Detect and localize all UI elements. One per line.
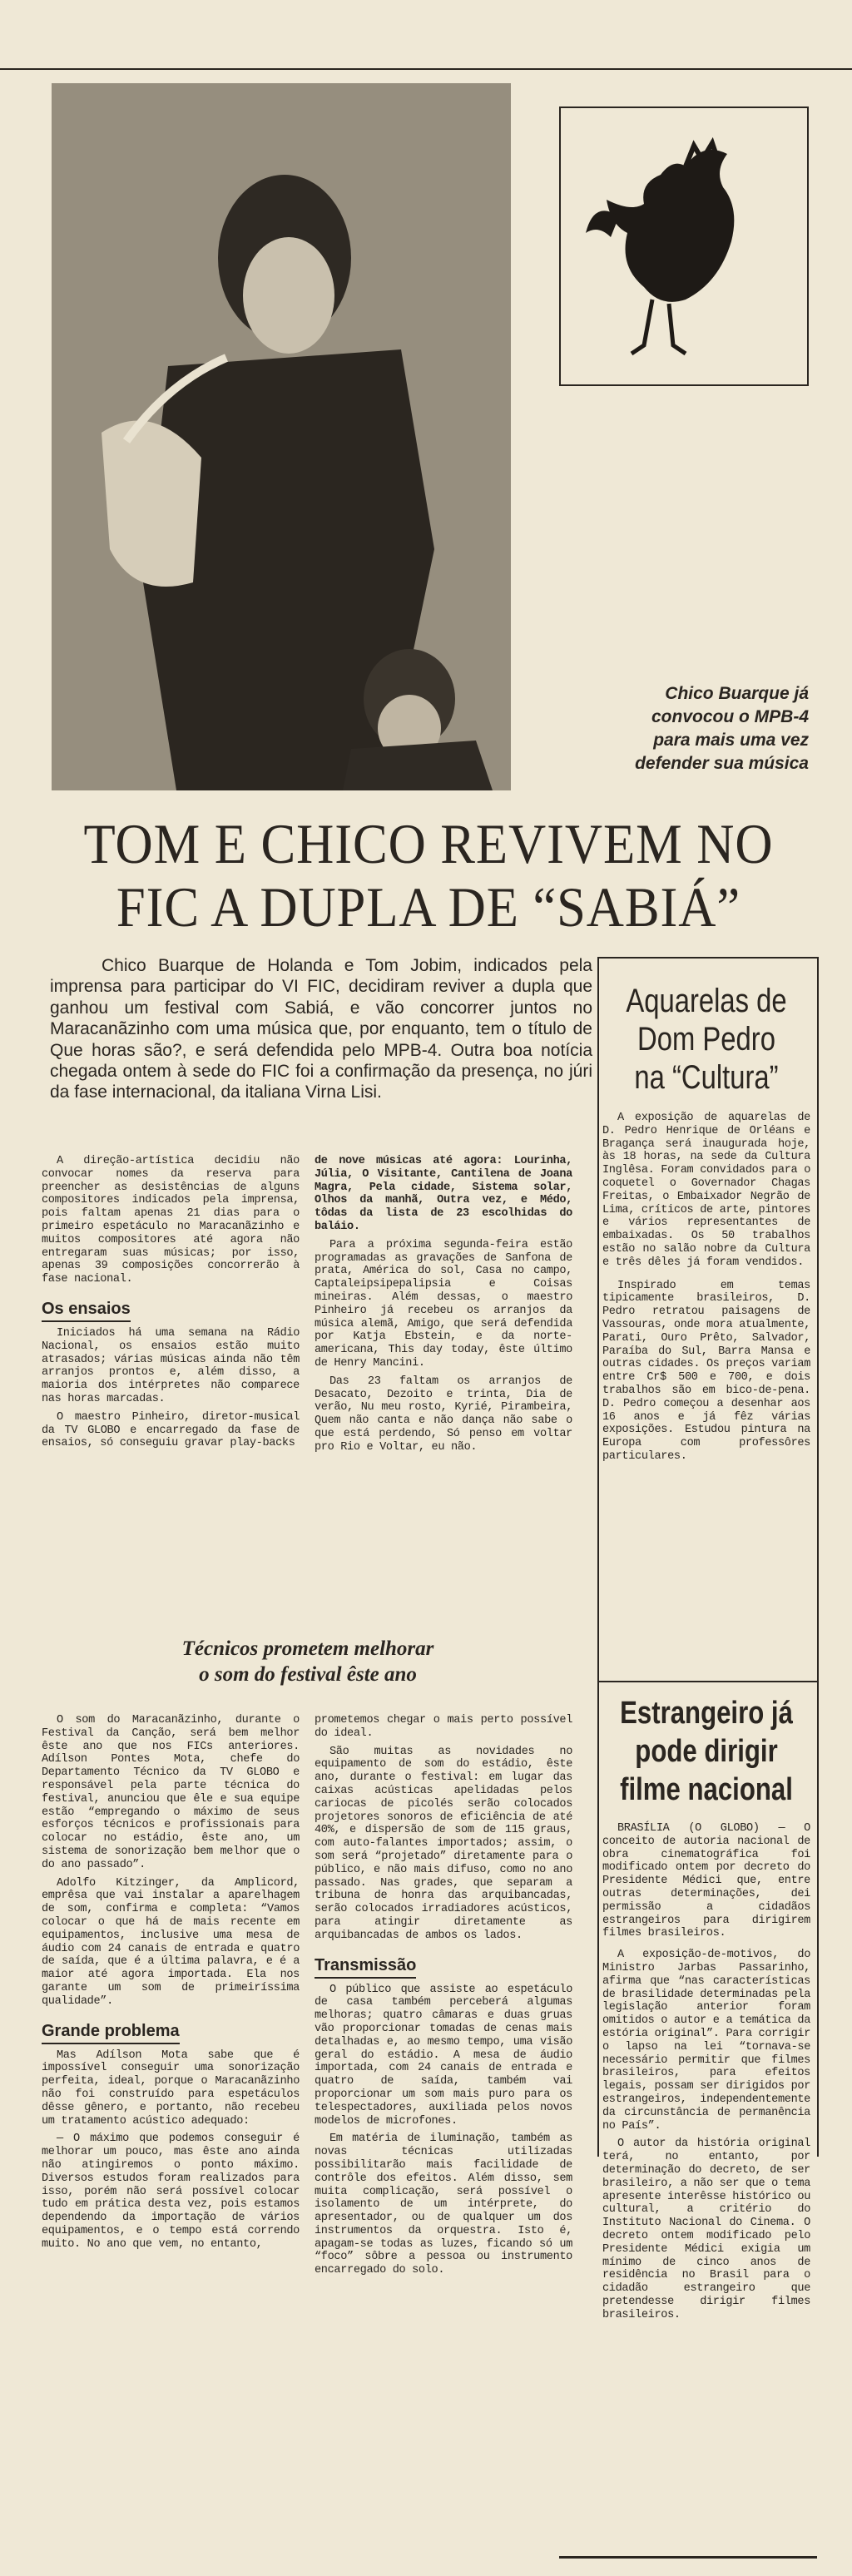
main-col-2 — [315, 1155, 572, 1459]
sidebar-title-line: Dom Pedro — [637, 1021, 775, 1058]
paragraph: A exposição de aquarelas de D. Pedro Henrique de Orléans e Bragança será inaugurada hoje, às 18 horas, na sede da Cultura Inglêsa. Foram convidados para o coquetel o Governador Chagas Freitas, o Embaixador Negrão de Lima, críticos de arte, pintores e vários representantes de embaixadas. Os 50 trabalhos estão no salão nobre da Cultura e três dêles já foram vendidos. — [602, 1112, 810, 1269]
headline-line-2: FIC A DUPLA DE “SABIÁ” — [116, 875, 741, 939]
paragraph: Para a próxima segunda-feira estão programadas as gravações de Sanfona de prata, América do sol, Casa no campo, Captaleipsipepalipsia e Coisas mineiras. Além dessas, o maestro Pinheiro já recebeu os arranjos da música alemã, Amigo, que será defendida por Katja Ebstein, e da norte-americana, This day today, êste último de Henry Mancini. — [315, 1238, 572, 1370]
subhead-grande-problema: Grande problema — [42, 2022, 180, 2044]
caption-line: Chico Buarque já — [665, 684, 809, 703]
headline — [33, 812, 824, 939]
paragraph: — O máximo que podemos conseguir é melhorar um pouco, mas êste ano ainda não atingiremos o ponto máximo. Diversos estudos foram realizados para isso, porém não será possível colocar tudo em prática desta vez, pois estamos dependendo da importação de vários equipamentos, e o tempo está correndo muito. No ano que vem, no entanto, — [42, 2133, 300, 2251]
photo — [52, 83, 511, 790]
paragraph: O som do Maracanãzinho, durante o Festival da Canção, será bem melhor êste ano que nos FICs anteriores. Adílson Pontes Mota, chefe do Departamento Técnico da TV GLOBO e responsável pela parte técnica do festival, anunciou que êle e sua equipe estão “empregando o máximo de seus esforços técnicos e profissionais para colocar no estádio, êste ano, um sistema de sonorização bem melhor que o do ano passado”. — [42, 1714, 300, 1871]
paragraph: BRASÍLIA (O GLOBO) — O conceito de autoria nacional de obra cinematográfica foi modificado ontem por decreto do Presidente Médici que, entre outras determinações, dei permissão a cidadãos estrangeiros para dirigirem filmes brasileiros. — [602, 1822, 810, 1940]
sidebar-title-line: filme nacional — [620, 1772, 793, 1807]
paragraph: Inspirado em temas tipicamente brasileiros, D. Pedro retratou paisagens de Vassouras, onde mora atualmente, Parati, Ouro Prêto, Salvador, Paraíba do Sul, Barra Mansa e outras cidades. Os preços variam entre Cr$ 500 e 700, e dois trabalhos são em bico-de-pena. D. Pedro começou a desenhar aos 16 anos e já fêz várias exposições. Estudou pintura na Europa com professôres particulares. — [602, 1279, 810, 1463]
rooster-illustration — [561, 108, 807, 384]
paragraph: O maestro Pinheiro, diretor-musical da TV GLOBO e encarregado da fase de ensaios, só conseguiu gravar play-backs — [42, 1410, 300, 1450]
sidebar-estrangeiro-title — [601, 1694, 812, 1809]
paragraph: Em matéria de iluminação, também as novas técnicas utilizadas possibilitarão mais facilidade de contrôle dos efeitos. Além disso, sem muita complicação, será possível o isolamento de um intérprete, do apresentador, ou de qualquer um dos instrumentos da orquestra. Isto é, apagam-se todas as luzes, ficando só um “foco” sôbre a pessoa ou instrumento encarregado do solo. — [315, 2133, 572, 2277]
sub-article-title-line-2: o som do festival êste ano — [199, 1663, 417, 1686]
photo-caption — [559, 682, 809, 775]
sidebar-aquarelas-content — [602, 982, 810, 1469]
photo-image — [52, 83, 511, 790]
paragraph: Adolfo Kitzinger, da Amplicord, emprêsa que vai instalar a aparelhagem de som, confirma e completa: “Vamos colocar o que há de mais recente em equipamentos, inclusive uma mesa de áudio com 24 canais de entrada e quatro de saída, que é a última palavra, e é a maior até agora importada. Ela nos garante um som de primeiríssima qualidade”. — [42, 1876, 300, 2008]
paragraph: de nove músicas até agora: Lourinha, Júlia, O Visitante, Cantilena de Joana Magra, Pela cidade, Sistema solar, Olhos da manhã, Outra vez, e Médo, tôdas da lista de 23 escolhidas do baláio. — [315, 1155, 572, 1233]
subhead-transmissao: Transmissão — [315, 1956, 416, 1979]
paragraph: O autor da história original terá, no entanto, por determinação do decreto, de ser brasileiro, a não ser que o tema apresente interêsse histórico ou cultural, a critério do Instituto Nacional do Cinema. O decreto ontem modificado pelo Presidente Médici exigia um mínimo de cinco anos de residência no Brasil para o cidadão estrangeiro que pretendesse dirigir filmes brasileiros. — [602, 2138, 810, 2321]
top-rule — [0, 68, 852, 70]
sidebar-title-line: pode dirigir — [635, 1734, 778, 1769]
paragraph: A direção-artística decidiu não convocar nomes da reserva para preencher as desistências de alguns compositores indicados pela imprensa, pois faltam apenas 21 dias para o primeiro espetáculo no Maracanãzinho e muitos compositores até agora não entregaram suas músicas; por isso, apenas 39 composições concorrerão à fase nacional. — [42, 1155, 300, 1286]
sidebar-title-line: Estrangeiro já — [620, 1696, 793, 1731]
paragraph: Das 23 faltam os arranjos de Desacato, Dezoito e trinta, Dia de verão, Nu meu rosto, Kyrié, Pirambeira, Quem não canta e não dança não sabe o que está perdendo, Só penso em voltar pro Rio e Voltar, eu não. — [315, 1375, 572, 1454]
sidebar-aquarelas-title — [601, 982, 812, 1097]
bottom-rule — [559, 2556, 817, 2559]
headline-line-1: TOM E CHICO REVIVEM NO — [83, 812, 774, 875]
sub-article-title-line-1: Técnicos prometem melhorar — [181, 1637, 434, 1660]
paragraph: A exposição-de-motivos, do Ministro Jarbas Passarinho, afirma que “nas características de brasilidade determinadas pela legislação anterior foram omitidos o autor e a temática da estória original”. Para corrigir o lapso na lei “tornava-se necessário permitir que filmes brasileiros, para efeitos legais, possam ser dirigidos por estrangeiros, independentemente da circunstância de permanência no País”. — [602, 1949, 810, 2133]
subhead-ensaios: Os ensaios — [42, 1300, 131, 1322]
sidebar-title-line: Aquarelas de — [626, 983, 787, 1019]
sub-col-1 — [42, 1714, 300, 2256]
sidebar-estrangeiro-content — [602, 1694, 810, 2326]
paragraph: Iniciados há uma semana na Rádio Nacional, os ensaios estão muito atrasados; várias músicas ainda não têm arranjos prontos e, além disso, a maioria dos intérpretes não comparece nas horas marcadas. — [42, 1326, 300, 1405]
caption-line: para mais uma vez — [653, 731, 809, 750]
lead-paragraph: Chico Buarque de Holanda e Tom Jobim, indicados pela imprensa para participar do VI FIC, decidiram reviver a dupla que ganhou um festival com Sabiá, e vão concorrer juntos no Maracanãzinho com uma música que, por enquanto, tem o título de Que horas são?, e será defendida pelo MPB-4. Outra boa notícia chegada ontem à sede do FIC foi a confirmação da presença, no júri da fase internacional, da italiana Virna Lisi. — [50, 956, 592, 1102]
sidebar-title-line: na “Cultura” — [634, 1059, 779, 1096]
main-col-1 — [42, 1155, 300, 1455]
sub-col-2 — [315, 1714, 572, 2282]
sub-article-title — [42, 1636, 574, 1687]
paragraph: Mas Adílson Mota sabe que é impossível conseguir uma sonorização perfeita, ideal, porque o Maracanãzinho não foi construído para espetáculos dêsse gênero, e portanto, não recebeu um tratamento acústico adequado: — [42, 2048, 300, 2128]
caption-line: defender sua música — [635, 754, 809, 773]
caption-line: convocou o MPB-4 — [651, 707, 809, 726]
paragraph: O público que assiste ao espetáculo de casa também perceberá algumas melhoras; quatro câmaras e duas gruas vão proporcionar tomadas de cenas mais detalhadas e, ao mesmo tempo, uma visão geral do estádio. A mesa de áudio importada, com 24 canais de entrada e quatro de saída, também vai proporcionar um som mais puro para os telespectadores, auxiliada pelos novos modelos de microfones. — [315, 1983, 572, 2128]
paragraph: São muitas as novidades no equipamento de som do estádio, êste ano, durante o festival: em lugar das caixas acústicas apelidadas pelos cariocas de picolés serão colocados projetores sonoros de eficiência de até 40%, e dispersão de som de 115 graus, com auto-falantes importados; assim, o som será “projetado” diretamente para o público, e não mais difuso, como no ano passado. Nas grades, que separam a tribuna de honra das arquibancadas, serão colocados irradiadores acústicos, para atingir diretamente as arquibancadas de ambos os lados. — [315, 1745, 572, 1942]
sidebar-divider — [597, 1681, 817, 1682]
paragraph: prometemos chegar o mais perto possível do ideal. — [315, 1714, 572, 1740]
rooster-box — [559, 107, 809, 386]
